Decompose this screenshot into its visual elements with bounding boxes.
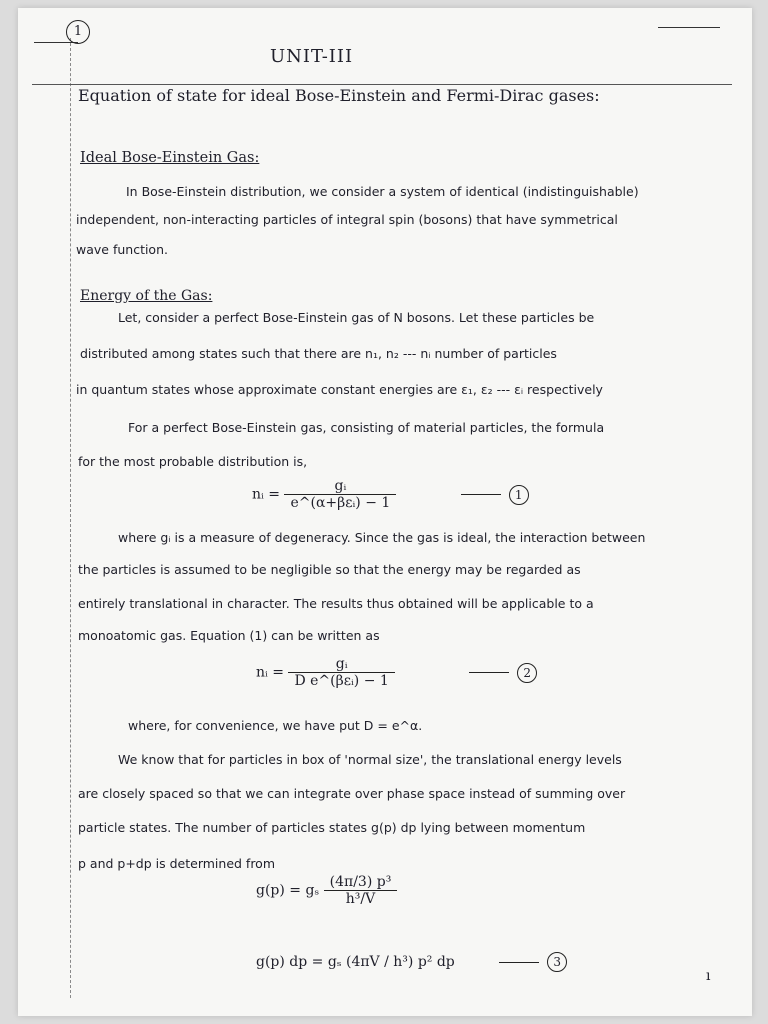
paragraph-line: Let, consider a perfect Bose-Einstein gas of N bosons. Let these particles be [118,310,595,325]
paragraph-line: the particles is assumed to be negligible so that the energy may be regarded as [78,562,581,577]
paragraph-line: We know that for particles in box of 'normal size', the translational energy levels [118,752,622,767]
notebook-page [18,8,752,1016]
paragraph-line: p and p+dp is determined from [78,856,276,871]
equation-number: 2 [517,663,537,683]
equation-dash [499,962,539,963]
page-number: 1 [66,20,90,44]
paragraph-line: wave function. [76,242,168,257]
paragraph-line: independent, non-interacting particles of integral spin (bosons) that have symmetrical [76,212,618,227]
paragraph-line: entirely translational in character. The results thus obtained will be applicable to a [78,596,594,611]
paragraph-line: For a perfect Bose-Einstein gas, consisting of material particles, the formula [128,420,605,435]
fraction [284,478,396,511]
equation-dash [461,494,501,495]
equation-lhs: g(p) = gₛ [256,882,320,899]
numerator: (4π/3) p³ [324,874,398,891]
main-heading: Equation of state for ideal Bose-Einstein and Fermi-Dirac gases: [78,86,600,105]
equation-1 [252,478,529,511]
fraction [324,874,398,907]
paragraph-line: In Bose-Einstein distribution, we consider a system of identical (indistinguishable) [126,184,639,199]
paragraph-line: monoatomic gas. Equation (1) can be written as [78,628,380,643]
paragraph-line: particle states. The number of particles states g(p) dp lying between momentum [78,820,586,835]
equation-3b [256,952,567,972]
numerator: gᵢ [288,656,394,673]
unit-title: UNIT-III [270,46,354,67]
denominator: h³/V [345,891,376,907]
denominator: e^(α+βεᵢ) − 1 [290,495,391,511]
fraction [288,656,394,689]
equation-lhs: nᵢ = [256,664,285,681]
paragraph-line: distributed among states such that there are n₁, n₂ --- nᵢ number of particles [80,346,557,361]
paragraph-line: where gᵢ is a measure of degeneracy. Since the gas is ideal, the interaction between [118,530,646,545]
section-heading-bose-einstein-gas: Ideal Bose-Einstein Gas: [80,150,260,166]
equation-text: g(p) dp = gₛ (4πV / h³) p² dp [256,954,455,970]
equation-lhs: nᵢ = [252,486,281,503]
margin-line [70,38,71,998]
top-right-rule [658,27,720,28]
numerator: gᵢ [284,478,396,495]
equation-3a [256,874,397,907]
paragraph-line: in quantum states whose approximate constant energies are ε₁, ε₂ --- εᵢ respectively [76,382,603,397]
equation-dash [469,672,509,673]
denominator: D e^(βεᵢ) − 1 [294,673,389,689]
corner-tick-mark: ı [706,968,711,984]
paragraph-line: for the most probable distribution is, [78,454,308,469]
section-heading-energy: Energy of the Gas: [80,288,213,304]
paragraph-line: where, for convenience, we have put D = e^α. [128,718,423,733]
equation-number: 1 [509,485,529,505]
paragraph-line: are closely spaced so that we can integrate over phase space instead of summing over [78,786,626,801]
equation-number: 3 [547,952,567,972]
heading-rule [32,84,732,85]
equation-2 [256,656,537,689]
